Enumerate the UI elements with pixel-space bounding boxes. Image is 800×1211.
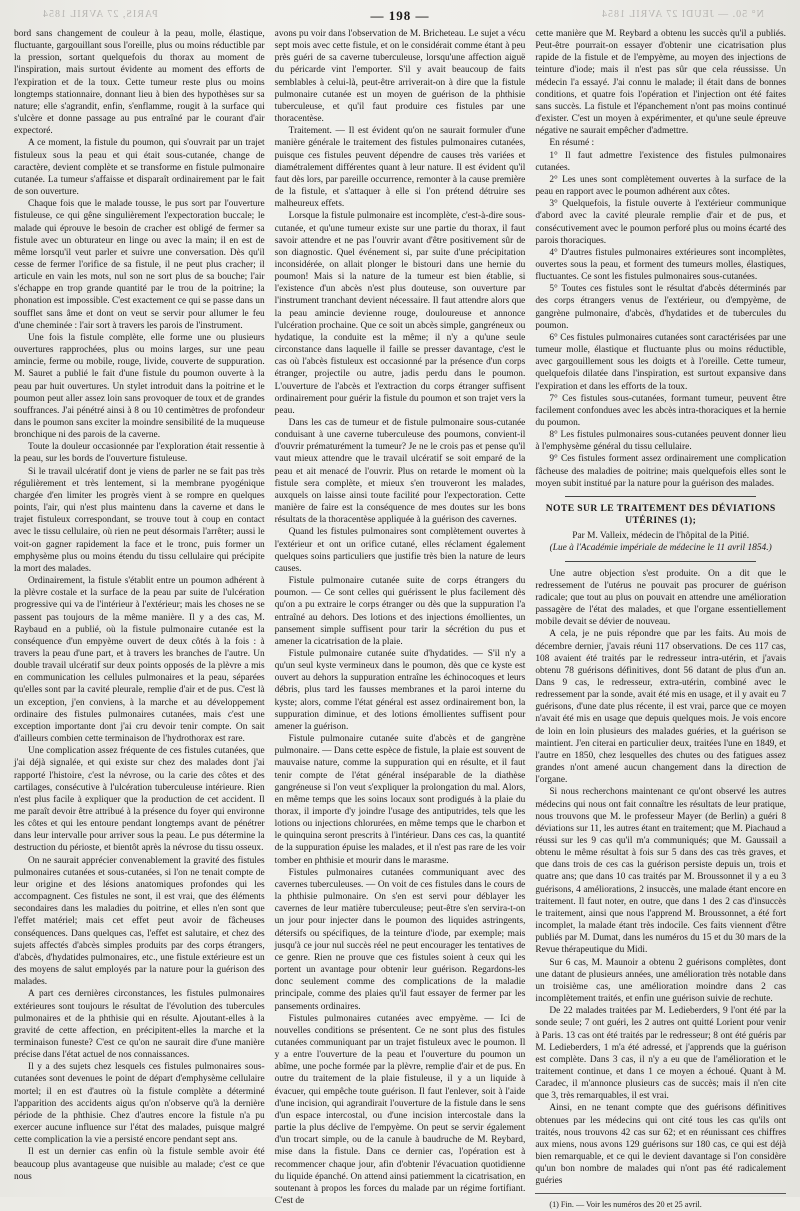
text-columns — [14, 28, 787, 1209]
paragraph: Fistule pulmonaire cutanée suite de corps étrangers du poumon. — Ce sont celles qui guérissent le plus facilement dès qu'on a pu extraire le corps étranger ou dès que la suppuration l'a entraîné au dehors. Des lotions et des injections émollientes, un pansement simple suffisent pour tarir la sécrétion du pus et amener la cicatrisation de la plaie. — [274, 576, 526, 647]
summary-item: 8° Les fistules pulmonaires sous-cutanées peuvent donner lieu à l'emphysème général du tissu cellulaire. — [535, 430, 787, 453]
paragraph: Si nous recherchons maintenant ce qu'ont observé les autres médecins qui nous ont fait connaître les résultats de leur pratique, nous trouvons que M. le professeur Mayer (de Berlin) a guéri 8 déviations sur 11, les autres étant en traitement; que M. Piachaud a réussi sur les 9 cas qu'il m'a communiqués; que M. Gaussail a obtenu le même résultat à fois sur 5 dans des cas très graves, et que dans trois de ces cas la guérison persiste depuis un, trois et quatre ans; que dans 10 cas traités par M. Broussonnet il y a eu 3 guérisons, 4 améliorations, 2 insuccès, une malade étant encore en traitement. Il faut noter, en outre, que dans 1 des 2 cas d'insuccès le traitement, ainsi que nous l'apprend M. Broussonnet, a été fort incomplet, la malade étant très indocile. Ces faits viennent d'être publiés par M. Dumat, dans les numéros du 15 et du 30 mars de la Revue thérapeutique du Midi. — [535, 787, 787, 956]
paragraph: Lorsque la fistule pulmonaire est incomplète, c'est-à-dire sous-cutanée, et qu'une tumeur existe sur une partie du thorax, il faut savoir attendre et ne pas l'ouvrir avant d'être positivement sûr de son diagnostic. Quel événement si, par suite d'une précipitation inconsidérée, on allait plonger le bistouri dans une hernie du poumon! Mais si la nature de la tumeur est bien établie, si l'existence d'un abcès n'est plus douteuse, son ouverture par l'instrument tranchant devient nécessaire. Il faut attendre alors que la peau amincie devienne rouge, douloureuse et annonce l'ulcération prochaine. Que ce soit un abcès simple, gangréneux ou hydatique, la conduite est la même; il n'y a qu'une seule circonstance dans laquelle il faille se presser davantage, c'est le cas où l'abcès fistuleux est occasionné par la présence d'un corps étranger, projectile ou autre, jadis perdu dans le poumon. L'ouverture de l'abcès et l'extraction du corps étranger suffisent ordinairement pour guérir la fistule du poumon et son trajet vers la peau. — [274, 211, 526, 416]
column-middle — [274, 28, 526, 1206]
paragraph: Ordinairement, la fistule s'établit entre un poumon adhérent à la plèvre costale et la surface de la peau par suite de l'ulcération progressive qui va de l'intérieur à l'extérieur; mais les choses ne se passent pas toujours de la même manière. Il y a des cas, M. Raybaud en a publié, où la fistule pulmonaire cutanée est la conséquence d'un empyème ouvert de deux côtés à la fois : à travers la peau d'une part, et à travers les branches de l'autre. Un double travail ulcératif sur deux points opposés de la plèvre a mis en communication les cellules pulmonaires et la peau, séparées qu'elles sont par la cavité pleurale, remplie d'air et de pus. C'est là un exception, j'en conviens, à la marche et au développement ordinaire des fistules pulmonaires cutanées, mais c'est une exception importante dont j'ai cru devoir tenir compte. On sait d'ailleurs combien cette terminaison de l'hydrothorax est rare. — [14, 576, 265, 745]
summary-item: 5° Toutes ces fistules sont le résultat d'abcès déterminés par des corps étrangers venus de l'extérieur, ou d'empyème, de gangrène pulmonaire, d'abcès, d'hydatides et de tubercules du poumon. — [535, 284, 787, 331]
summary-item: 9° Ces fistules forment assez ordinairement une complication fâcheuse des maladies de poitrine; mais quelquefois elles sont le moyen subit institué par la nature pour la guérison des malades. — [535, 454, 787, 489]
article-author: Par M. Valleix, médecin de l'hôpital de la Pitié. — [572, 531, 750, 542]
paragraph: Quand les fistules pulmonaires sont complètement ouvertes à l'extérieur et ont un orifice cutané, elles réclament également quelques soins particuliers que justifie très bien la nature de leurs causes. — [274, 527, 526, 574]
bleed-through-text-left: PARIS, 27 AVRIL 1854 — [42, 9, 158, 20]
summary-item: 4° D'autres fistules pulmonaires extérieures sont incomplètes, ouvertes sous la peau, et forment des tumeurs molles, élastiques, fluctuantes. Ce sont les fistules pulmonaires sous-cutanées. — [535, 247, 787, 283]
section-divider — [565, 496, 756, 497]
paragraph: cette manière que M. Reybard a obtenu les succès qu'il a publiés. Peut-être pourrait-on essayer d'obtenir une cicatrisation plus rapide de la fistule et de l'empyème, au moyen des injections de teinture d'iode; mais il n'est pas sûr que cela réussisse. Un médecin l'a essayé. J'ai connu le malade; il était dans de bonnes conditions, et quatre fois l'opération et l'injection ont été faites sans succès. La fistule et l'épanchement n'ont pas moins continué d'exister. C'est un moyen à expérimenter, et qu'une seule épreuve négative ne saurait empêcher d'admettre. — [535, 29, 787, 137]
paragraph: De 22 malades traitées par M. Ledieberders, 9 l'ont été par la sonde seule; 7 ont guéri, les 2 autres ont quitté Lorient pour venir à Paris. 13 cas ont été traités par le redresseur; 8 ont été guéris par M. Ledieberders, 1 m'a été adressé, et j'apprends que la guérison est complète. Dans 3 cas, il n'y a eu que de l'amélioration et le traitement continue, et dans 1 ce moyen a échoué. Quant à M. Caradec, il m'annonce plusieurs cas de succès; mais il n'en cite que 3, très remarquables, il est vrai. — [535, 1006, 787, 1102]
paragraph: Fistule pulmonaire cutanée suite d'hydatides. — S'il n'y a qu'un seul kyste vermineux dans le poumon, dès que ce kyste est ouvert au dehors la suppuration entraîne les échinocoques et leurs débris, plus tard les fausses membranes et la paroi interne du kyste; alors, comme l'état général est assez ordinairement bon, la suppuration diminue, et des lotions émollientes suffisent pour amener la guérison. — [274, 648, 526, 732]
summary-item: 2° Les unes sont complètement ouvertes à la surface de la peau en rapport avec le poumon adhérent aux côtes. — [535, 174, 787, 198]
article-read-note: (Lue à l'Académie impériale de médecine le 11 avril 1854.) — [549, 543, 772, 554]
paragraph: Une complication assez fréquente de ces fistules cutanées, que j'ai déjà signalée, et qui existe sur chez des malades dont j'ai rapporté l'histoire, c'est la névrose, ou la carie des côtes et des cartilages, consécutive à l'ulcération tuberculeuse intérieure. Rien n'est plus facile à expliquer que la production de cet accident. Il me paraît devoir être attribué à la présence du foyer qui environne les côtes et qui les entoure pendant longtemps avant de pénétrer dans leur intervalle pour arriver sous la peau. Le pus détermine la destruction du périoste, et bientôt après la névrose du tissu osseux. — [14, 746, 265, 854]
page-number: — 198 — — [370, 8, 430, 23]
paragraph: On ne saurait apprécier convenablement la gravité des fistules pulmonaires cutanées et sous-cutanées, si l'on ne tenait compte de leur origine et des lésions anatomiques profondes qui les accompagnent. Ces fistules ne sont, il est vrai, que des éléments secondaires dans les maladies du poitrine, et elles n'en sont que l'effet matériel; mais cet effet peut avoir de fâcheuses conséquences. Dans quelques cas, l'effet est salutaire, et chez des sujets affectés d'abcès simples produits par des corps étrangers, d'abcès, d'hydatides pulmonaires, etc., une fistule extérieure est un des moyens de salut employés par la nature pour la guérison des malades. — [14, 855, 265, 988]
paragraph: Sur 6 cas, M. Maunoir a obtenu 2 guérisons complètes, dont une datant de plusieurs années, une amélioration très notable dans un troisième cas, une amélioration moindre dans 2 cas incomplètement traités, et enfin une guérison suivie de rechute. — [535, 957, 787, 1005]
page-header — [14, 6, 786, 28]
paragraph: Il y a des sujets chez lesquels ces fistules pulmonaires sous-cutanées sont devenues le point de départ d'emphysème cellulaire mortel; il en est d'autres où la fistule complète a déterminé l'apparition des accidents aigus qu'on n'observe qu'à la dernière période de la phthisie. Chez d'autres encore la fistule n'a pu exercer aucune influence sur l'état des malades, puisque malgré cette complication la vie a persisté encore pendant sept ans. — [14, 1062, 265, 1146]
paragraph: Une autre objection s'est produite. On a dit que le redressement de l'utérus ne pouvait pas procurer de guérison radicale; que tout au plus on pouvait en attendre une amélioration passagère de l'état des malades, et que l'organe essentiellement mobile devait se dévier de nouveau. — [535, 568, 787, 628]
paragraph: Traitement. — Il est évident qu'on ne saurait formuler d'une manière générale le traitement des fistules pulmonaires cutanées, puisque ces fistules peuvent dépendre de causes très variées et diamétralement différentes quant à leur nature. Il est évident qu'il faut dès lors, par pareille occurrence, remonter à la cause première de la fistule, et s'attaquer à elle si l'on prétend détruire ses malheureux effets. — [274, 126, 526, 210]
summary-title: En résumé : — [549, 138, 595, 149]
summary-item: 1° Il faut admettre l'existence des fistules pulmonaires cutanées. — [535, 150, 787, 173]
paragraph: Ainsi, en ne tenant compte que des guérisons définitives obtenues par les médecins qui ont cité tous les cas qu'ils ont traités, nous trouvons 42 cas sur 62; et en réunissant ces chiffres aux miens, nous avons 129 guérisons sur 180 cas, ce qui est déjà bien remarquable, et ce qui le devient davantage si l'on considère qu'un bon nombre de malades qui n'ont pas été radicalement guéries — [535, 1103, 787, 1187]
paragraph: A part ces dernières circonstances, les fistules pulmonaires extérieures sont toujours le résultat de l'évolution des tubercules pulmonaires et de la phthisie qui en résulte. Ajoutant-elles à la gravité de cette affection, en précipitent-elles la marche et la terminaison funeste? C'est ce qu'on ne saurait dire d'une manière précise dans l'état actuel de nos connaissances. — [14, 989, 265, 1061]
section-divider — [565, 561, 756, 562]
paragraph: bord sans changement de couleur à la peau, molle, élastique, fluctuante, gargouillant sous l'oreille, plus ou moins réductible par la pression, sortant quelquefois du thorax au moment de l'inspiration, mais surtout évidente au moment des efforts de l'expiration et de la toux. Cette tumeur reste plus ou moins longtemps stationnaire, donnant lieu à bien des hypothèses sur sa nature; elle s'agrandit, enfin, s'enflamme, rougit à la surface qui s'ulcère et donne passage au pus entraîné par le courant d'air expectoré. — [14, 29, 265, 137]
paragraph: Il est un dernier cas enfin où la fistule semble avoir été beaucoup plus avantageuse que nuisible au malade; c'est ce que nous — [14, 1147, 265, 1182]
paragraph: Une fois la fistule complète, elle forme une ou plusieurs ouvertures rapprochées, plus ou moins larges, sur une peau amincie, ferme ou mobile, rouge, livide, couverte de suppuration. M. Sauret a publié le fait d'une fistule du poumon ouverte à la peau par huit ouvertures. Un stylet introduit dans la poitrine et le poumon peut aller assez loin sans provoquer de toux et de grandes souffrances. J'ai pénétré ainsi à 8 ou 10 centimètres de profondeur dans le poumon sans exciter la moindre sensibilité de la muqueuse bronchique ni des parois de la caverne. — [14, 332, 265, 441]
paragraph: A cela, je ne puis répondre que par les faits. Au mois de décembre dernier, j'avais réuni 117 observations. De ces 117 cas, 108 avaient été traités par le redresseur intra-utérin, et j'avais obtenu 78 guérisons définitives, dont 56 datant de plus d'un an. Dans 9 cas, le redresseur, extra-utérin, combiné avec le redressement par la sonde, avait été mis en usage, et il y avait eu 7 guérisons, d'une date plus récente, il est vrai, parce que ce moyen n'avait été mis en usage que depuis quelques mois. Je vois encore de loin en loin plusieurs des malades guéries, et la guérison se maintient. J'en citerai en particulier deux, traitées l'une en 1849, et l'autre en 1850, chez lesquelles des chutes ou des fatigues assez grandes n'ont amené aucun changement dans la direction de l'organe. — [535, 629, 787, 786]
summary-item: 6° Ces fistules pulmonaires cutanées sont caractérisées par une tumeur molle, élastique et fluctuante plus ou moins réductible, avec gargouillement sous les doigts et à l'oreille. Cette tumeur, quelquefois dilatée dans l'inspiration, est surtout expansive dans l'expiration et dans les efforts de la toux. — [535, 332, 787, 392]
paragraph: Fistules pulmonaires cutanées communiquant avec des cavernes tuberculeuses. — On voit de ces fistules dans le cours de la phthisie pulmonaire. On s'en est servi pour déblayer les cavernes de leur matière tuberculeuse; peut-être s'en servira-t-on un jour pour injecter dans le poumon des liquides astringents, détersifs ou spécifiques, de la teinture d'iode, par exemple; mais jusqu'à ce jour nul succès réel ne peut encourager les tentatives de ce genre. Rien ne prouve que ces fistules soient à ceux qui les portent un avantage pour obtenir leur guérison. Regardons-les donc seulement comme des complications de la maladie principale, comme des plaies qu'il faut essayer de fermer par les pansements ordinaires. — [274, 867, 526, 1012]
paragraph: Chaque fois que le malade tousse, le pus sort par l'ouverture fistuleuse, ce qui gêne singulièrement l'expectoration buccale; le malade qui éprouve le besoin de cracher est obligé de fermer sa fistule avec un obturateur en linge ou avec la main; il en est de même lorsqu'il veut parler et suivre une conversation. Dès qu'il cesse de fermer l'orifice de sa fistule, il ne peut plus cracher; il articule en vain les mots, nul son ne sort plus de sa bouche; l'air s'échappe en trop grande quantité par le trou de la poitrine; la phonation est impossible. C'est exactement ce qui se passe dans un soufflet sans âme et dont on veut se servir pour allumer le feu d'une cheminée : l'air sort à travers les parois de l'instrument. — [14, 199, 265, 331]
paragraph: avons pu voir dans l'observation de M. Bricheteau. Le sujet a vécu sept mois avec cette fistule, et on le considérait comme étant à peu près guéri de sa caverne tuberculeuse, lorsqu'une affection aiguë du péricarde vint l'emporter. S'il y avait beaucoup de faits semblables à celui-là, peut-être arriverait-on à dire que la fistule pulmonaire cutanée est un moyen de guérison de la phthisie tuberculeuse, et qu'il faut produire ces fistules par une thoracentèse. — [274, 29, 526, 125]
column-right — [535, 28, 787, 1209]
paragraph: Fistules pulmonaires cutanées avec empyème. — Ici de nouvelles conditions se présentent. Ce ne sont plus des fistules cutanées communiquant par un trajet fistuleux avec le poumon. Il y a entre l'ouverture de la peau et l'ouverture du poumon un abîme, une poche formée par la plèvre, remplie d'air et de pus. En outre du traitement de la plaie fistuleuse, il y a un liquide à évacuer, qui empêche toute guérison. Il faut l'enlever, soit à l'aide d'une incision, qui agrandirait l'ouverture de la fistule dans le sens d'un espace intercostal, ou d'une incision intercostale dans la partie la plus déclive de l'empyème. On peut se servir également d'un trocart simple, ou de la canule à baudruche de M. Reybard, mise dans la fistule. Dans ce dernier cas, l'opération est à recommencer chaque jour, afin d'obtenir l'évacuation quotidienne du liquide épanché. On attend ainsi patiemment la cicatrisation, en soutenant à propos les forces du malade par un régime fortifiant. C'est de — [274, 1013, 526, 1206]
paragraph: Si le travail ulcératif dont je viens de parler ne se fait pas très régulièrement et très lentement, si la membrane pyogénique chargée d'en limiter les progrès vient à se rompre en quelques points, l'air, qui n'est plus maintenu dans la caverne et dans le trajet fistuleux correspondant, se trouve tout à coup en contact avec le tissu cellulaire, où rien ne peut désormais l'arrêter; aussi le voit-on gagner rapidement la face et le tronc, puis former un emphysème plus ou moins étendu du tissu cellulaire qui précipite la mort des malades. — [14, 466, 265, 574]
paragraph: Dans les cas de tumeur et de fistule pulmonaire sous-cutanée conduisant à une caverne tuberculeuse des poumons, convient-il d'ouvrir prématurément la tumeur? Je ne le crois pas et pense qu'il vaut mieux attendre que le travail ulcératif se soit emparé de la peau et ait menacé de l'ouvrir. Plus on retarde le moment où la fistule sera complète, et mieux s'en trouveront les malades, auxquels on laisse ainsi toute facilité pour l'expectoration. Cette manière de faire est la conséquence de mes doutes sur les bons résultats de la thoracentèse appliquée à la guérison des cavernes. — [274, 418, 526, 526]
bleed-through-text-right: N° 50. — JEUDI 27 AVRIL 1854 — [601, 9, 764, 20]
paragraph: A ce moment, la fistule du poumon, qui s'ouvrait par un trajet fistuleux sous la peau et qui était sous-cutanée, change de caractère, devient complète et se transforme en fistule pulmonaire cutanée. La tumeur s'affaisse et disparaît ordinairement par le fait de son ouverture. — [14, 138, 265, 198]
footnote: (1) Fin. — Voir les numéros des 20 et 25 avril. — [549, 1199, 702, 1209]
summary-item: 3° Quelquefois, la fistule ouverte à l'extérieur communique d'abord avec la cavité pleurale remplie d'air et de pus, et consécutivement avec le poumon perforé plus ou moins écarté des parois thoraciques. — [535, 199, 787, 246]
paragraph: Fistule pulmonaire cutanée suite d'abcès et de gangrène pulmonaire. — Dans cette espèce de fistule, la plaie est souvent de mauvaise nature, comme la suppuration qui en résulte, et il faut tenir compte de l'état général inséparable de la diathèse gangréneuse si l'on veut s'expliquer la prolongation du mal. Alors, en même temps que les soins locaux sont prodigués à la plaie du thorax, il importe d'y joindre l'usage des antiputrides, tels que les lotions ou injections chlorurées, en même temps que le charbon et le quinquina seront prescrits à l'intérieur. Dans ces cas, la quantité de la suppuration épuise les malades, et il n'est pas rare de les voir tomber en phthisie et mourir dans le marasme. — [274, 734, 526, 866]
footnote-divider — [535, 1193, 786, 1194]
column-left — [14, 28, 265, 1193]
article-title: NOTE SUR LE TRAITEMENT DES DÉVIATIONS UTÉRINES (1); — [545, 502, 776, 527]
paragraph: Toute la douleur occasionnée par l'exploration était ressentie à la peau, sur les bords de l'ouverture fistuleuse. — [14, 442, 265, 465]
summary-item: 7° Ces fistules sous-cutanées, formant tumeur, peuvent être facilement confondues avec les abcès intra-thoraciques et la hernie du poumon. — [535, 393, 787, 428]
